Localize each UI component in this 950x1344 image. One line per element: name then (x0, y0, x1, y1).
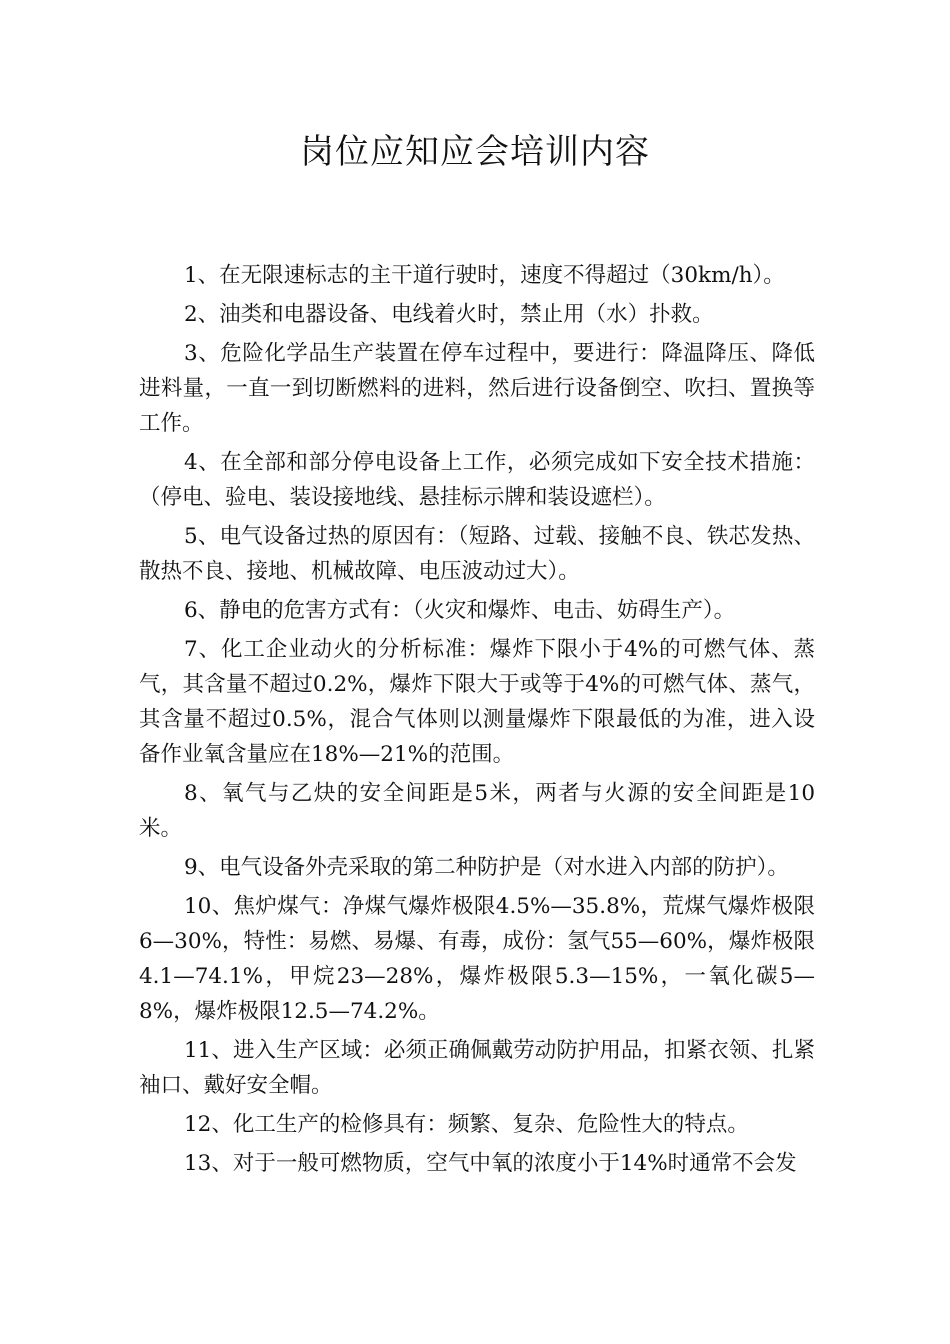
paragraph-4: 4、在全部和部分停电设备上工作，必须完成如下安全技术措施：（停电、验电、装设接地线、悬挂标示牌和装设遮栏）。 (139, 450, 815, 510)
paragraph-1: 1、在无限速标志的主干道行驶时，速度不得超过（30km/h）。 (184, 263, 785, 288)
document-title: 岗位应知应会培训内容 (300, 132, 650, 172)
paragraph-11: 11、进入生产区域：必须正确佩戴劳动防护用品，扣紧衣领、扎紧袖口、戴好安全帽。 (139, 1038, 815, 1098)
paragraph-8: 8、氧气与乙炔的安全间距是5米，两者与火源的安全间距是10米。 (139, 781, 815, 841)
paragraph-6: 6、静电的危害方式有：（火灾和爆炸、电击、妨碍生产）。 (184, 598, 736, 623)
paragraph-13: 13、对于一般可燃物质，空气中氧的浓度小于14%时通常不会发 (184, 1151, 797, 1176)
paragraph-10: 10、焦炉煤气：净煤气爆炸极限4.5%—35.8%，荒煤气爆炸极限6—30%，特性：易燃、易爆、有毒，成份：氢气55—60%，爆炸极限4.1—74.1%，甲烷23—28%，爆炸极限5.3—15%，一氧化碳5—8%，爆炸极限12.5—74.2%。 (139, 894, 815, 1024)
paragraph-5: 5、电气设备过热的原因有：（短路、过载、接触不良、铁芯发热、散热不良、接地、机械故障、电压波动过大）。 (139, 524, 815, 584)
paragraph-7: 7、化工企业动火的分析标准：爆炸下限小于4%的可燃气体、蒸气，其含量不超过0.2%，爆炸下限大于或等于4%的可燃气体、蒸气，其含量不超过0.5%，混合气体则以测量爆炸下限最低的为准，进入设备作业氧含量应在18%—21%的范围。 (139, 637, 815, 767)
document-body (139, 258, 815, 1185)
paragraph-12: 12、化工生产的检修具有：频繁、复杂、危险性大的特点。 (184, 1112, 749, 1137)
paragraph-9: 9、电气设备外壳采取的第二种防护是（对水进入内部的防护）。 (184, 855, 789, 880)
paragraph-3: 3、危险化学品生产装置在停车过程中，要进行：降温降压、降低进料量，一直一到切断燃料的进料，然后进行设备倒空、吹扫、置换等工作。 (139, 341, 815, 436)
paragraph-2: 2、油类和电器设备、电线着火时，禁止用（水）扑救。 (184, 302, 714, 327)
